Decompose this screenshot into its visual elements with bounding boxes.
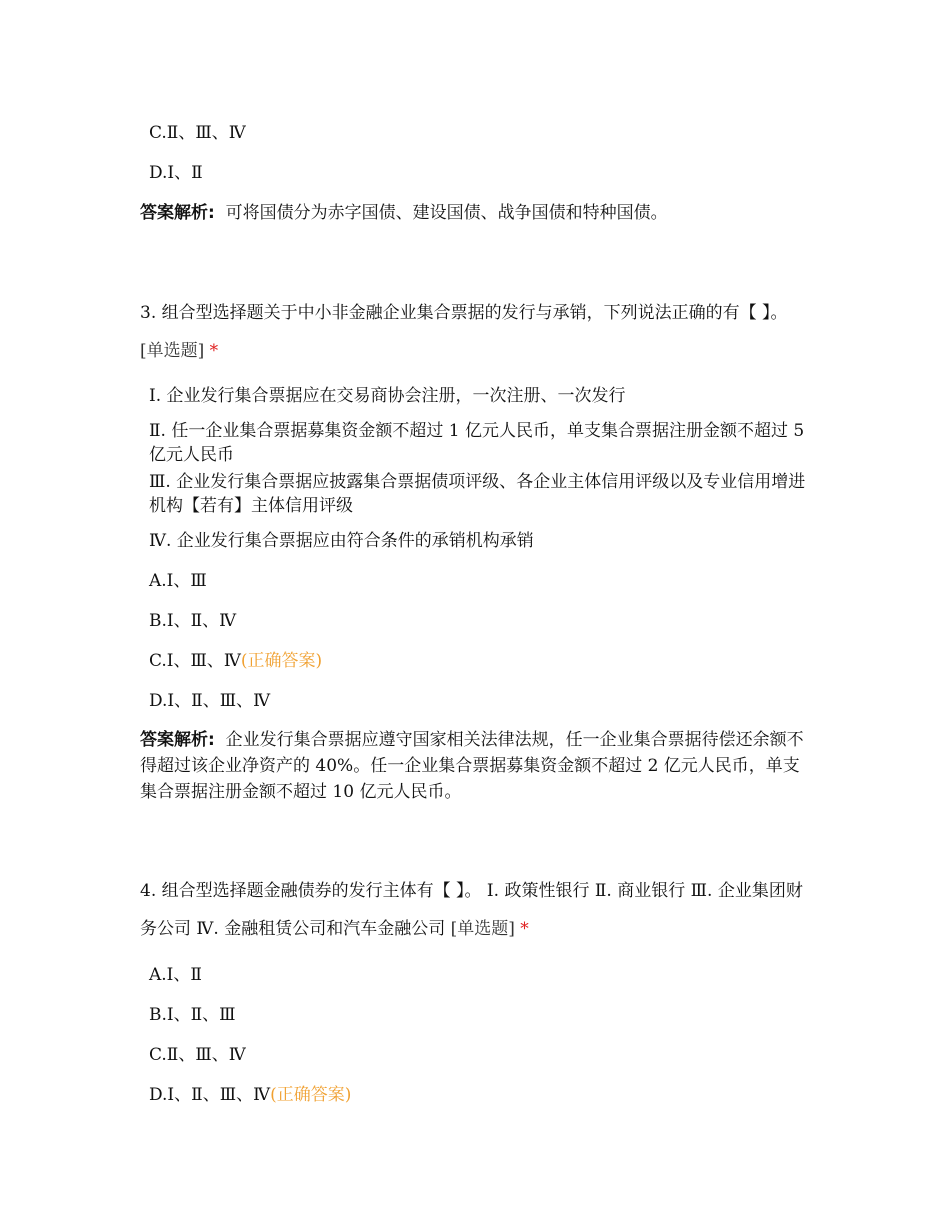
- option-text: C.Ⅰ、Ⅲ、Ⅳ: [149, 651, 241, 671]
- q3-statement-3: Ⅲ. 企业发行集合票据应披露集合票据债项评级、各企业主体信用评级以及专业信用增进机构【若有】主体信用评级: [149, 472, 806, 516]
- q2-option-d: [149, 161, 203, 185]
- option-text: D.Ⅰ、Ⅱ、Ⅲ、Ⅳ: [149, 691, 271, 711]
- question-type-tag: [单选题]: [140, 341, 205, 361]
- analysis-text: 企业发行集合票据应遵守国家相关法律法规，任一企业集合票据待偿还余额不得超过该企业净资产的 40%。任一企业集合票据募集资金额不超过 2 亿元人民币，单支集合票据注册金额不超过 10 亿元人民币。: [140, 730, 804, 802]
- option-text: A.Ⅰ、Ⅲ: [149, 571, 207, 591]
- option-text: C.Ⅱ、Ⅲ、Ⅳ: [149, 1045, 246, 1065]
- option-text: B.Ⅰ、Ⅱ、Ⅳ: [149, 611, 237, 631]
- q2-option-c: [149, 121, 246, 145]
- q3-statement-4: Ⅳ. 企业发行集合票据应由符合条件的承销机构承销: [149, 531, 534, 551]
- correct-answer-mark: (正确答案): [240, 651, 323, 671]
- q3-statement-1: Ⅰ. 企业发行集合票据应在交易商协会注册，一次注册、一次发行: [149, 386, 626, 406]
- q3-statement-2: Ⅱ. 任一企业集合票据募集资金额不超过 1 亿元人民币，单支集合票据注册金额不超过 5 亿元人民币: [149, 421, 805, 465]
- question-text: 4. 组合型选择题金融债券的发行主体有【 】。 Ⅰ. 政策性银行 Ⅱ. 商业银行 Ⅲ. 企业集团财务公司 Ⅳ. 金融租赁公司和汽车金融公司: [140, 881, 803, 939]
- analysis-label: 答案解析:: [140, 730, 215, 750]
- q4-option-d: [149, 1083, 351, 1107]
- q3-title: [140, 294, 815, 370]
- q4-option-c: [149, 1043, 246, 1067]
- q3-option-c: [149, 649, 322, 673]
- q3-option-a: [149, 569, 207, 593]
- option-text: C.Ⅱ、Ⅲ、Ⅳ: [149, 123, 246, 143]
- option-text: D.Ⅰ、Ⅱ: [149, 163, 203, 183]
- q4-option-a: [149, 963, 202, 987]
- q3-analysis: [140, 727, 815, 805]
- question-text: 3. 组合型选择题关于中小非金融企业集合票据的发行与承销，下列说法正确的有【 】。: [140, 303, 788, 323]
- q3-option-d: [149, 689, 270, 713]
- analysis-label: 答案解析:: [140, 203, 215, 223]
- q4-option-b: [149, 1003, 236, 1027]
- q4-title: [140, 872, 815, 948]
- required-mark: *: [209, 341, 219, 361]
- analysis-text: 可将国债分为赤字国债、建设国债、战争国债和特种国债。: [225, 203, 668, 223]
- required-mark: *: [520, 919, 529, 939]
- option-text: D.Ⅰ、Ⅱ、Ⅲ、Ⅳ: [149, 1085, 271, 1105]
- q2-analysis: [140, 200, 815, 226]
- option-text: B.Ⅰ、Ⅱ、Ⅲ: [149, 1005, 236, 1025]
- q3-option-b: [149, 609, 236, 633]
- option-text: A.Ⅰ、Ⅱ: [149, 965, 202, 985]
- question-type-tag: [单选题]: [450, 919, 515, 939]
- correct-answer-mark: (正确答案): [270, 1085, 352, 1105]
